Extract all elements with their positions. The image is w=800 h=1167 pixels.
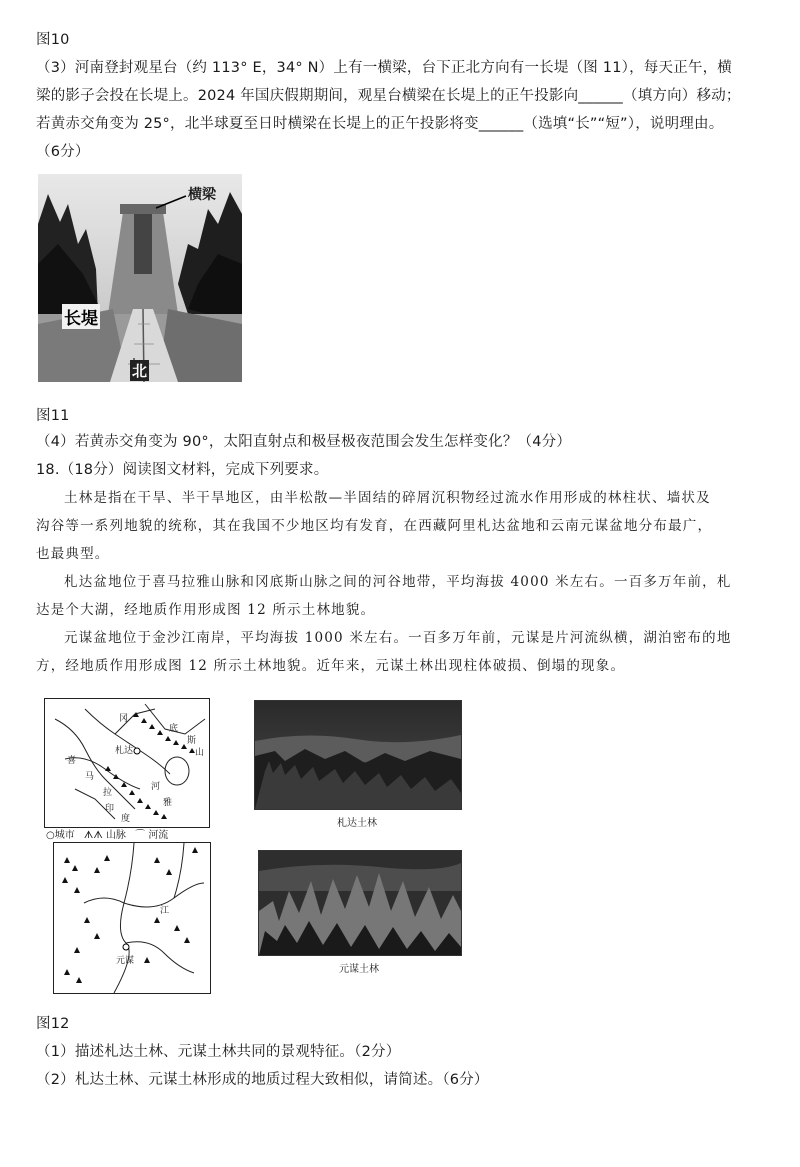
passage-p1-line3: 也最典型。 — [36, 546, 110, 562]
legend-mountain: 山脉 — [105, 830, 126, 841]
map1-label-du: 度 — [121, 814, 131, 824]
figure-10-label: 图10 — [36, 32, 70, 48]
legend-river: 河流 — [148, 830, 169, 841]
passage-p2-line2: 达是个大湖，经地质作用形成图 12 所示土林地貌。 — [36, 602, 376, 618]
q4-text: （4）若黄赤交角变为 90°，太阳直射点和极昼极夜范围会发生怎样变化？（4分） — [36, 434, 572, 450]
q18-header: 18.（18分）阅读图文材料，完成下列要求。 — [36, 462, 329, 478]
observatory-photo — [38, 174, 242, 382]
map1-label-ya: 雅 — [163, 798, 173, 808]
yuanmou-photo-image — [259, 851, 461, 955]
figure-11-caption: 图11 — [36, 408, 70, 424]
map-legend — [46, 826, 168, 841]
zanda-earth-forest-photo — [254, 700, 462, 810]
figure-12-caption: 图12 — [36, 1016, 70, 1032]
map1-label-si: 斯 — [187, 736, 197, 746]
passage-p1-line1: 土林是指在干旱、半干旱地区，由半松散—半固结的碎屑沉积物经过流水作用形成的林柱状、墙状及 — [64, 490, 711, 506]
passage-p3-line2: 方，经地质作用形成图 12 所示土林地貌。近年来，元谋土林出现柱体破损、倒塌的现象。 — [36, 658, 626, 674]
map1-label-di: 底 — [169, 724, 179, 734]
sub-question-2: （2）札达土林、元谋土林形成的地质过程大致相似，请简述。（6分） — [36, 1072, 489, 1088]
map1-label-yin: 印 — [105, 804, 115, 814]
map2-label-jiang: 江 — [160, 906, 170, 916]
q3-line-3: 若黄赤交角变为 25°，北半球夏至日时横梁在长堤上的正午投影将变______（选填“长”“短”），说明理由。 — [36, 116, 724, 132]
north-label: 北 — [132, 362, 148, 380]
map1-label-la: 拉 — [103, 788, 113, 798]
passage-p2-line1: 札达盆地位于喜马拉雅山脉和冈底斯山脉之间的河谷地带，平均海拔 4000 米左右。一百多万年前，札 — [64, 574, 732, 590]
map1-label-shan: 山 — [195, 748, 205, 758]
q3-line-2: 梁的影子会投在长堤上。2024 年国庆假期期间，观星台横梁在长堤上的正午投影向______（填方向）移动； — [36, 88, 741, 104]
map2-label-yuanmou: 元谋 — [116, 956, 135, 966]
observatory-illustration — [38, 174, 242, 382]
map1-label-ma: 马 — [85, 772, 95, 782]
map1-label-xi: 喜 — [67, 756, 77, 766]
passage-p1-line2: 沟谷等一系列地貌的统称，其在我国不少地区均有发育，在西藏阿里札达盆地和云南元谋盆地分布最广， — [36, 518, 713, 534]
zanda-map — [44, 698, 210, 828]
legend-city: 城市 — [54, 830, 75, 841]
zanda-photo-caption: 札达土林 — [337, 818, 377, 829]
yuanmou-photo-caption: 元谋土林 — [339, 964, 379, 975]
mountain-symbol-icon: ᗑᗑ — [83, 830, 103, 841]
map1-label-he: 河 — [151, 782, 161, 792]
passage-p3-line1: 元谋盆地位于金沙江南岸，平均海拔 1000 米左右。一百多万年前，元谋是片河流纵横，湖泊密布的地 — [64, 630, 732, 646]
map1-label-zanda: 札达 — [115, 746, 134, 756]
zanda-photo-image — [255, 701, 461, 809]
yuanmou-earth-forest-photo — [258, 850, 462, 956]
map1-label-gang: 冈 — [119, 714, 129, 724]
river-symbol-icon: ⌒ — [135, 830, 146, 841]
beam-label: 横梁 — [188, 187, 216, 203]
yuanmou-map-drawing — [54, 843, 210, 993]
city-symbol-icon: ○ — [46, 830, 55, 841]
q3-line-1: （3）河南登封观星台（约 113° E，34° N）上有一横梁，台下正北方向有一长堤（图 11），每天正午，横 — [36, 60, 732, 76]
q3-line-4: （6分） — [36, 144, 90, 160]
dyke-label: 长堤 — [62, 304, 100, 329]
sub-question-1: （1）描述札达土林、元谋土林共同的景观特征。（2分） — [36, 1044, 401, 1060]
yuanmou-map — [53, 842, 211, 994]
